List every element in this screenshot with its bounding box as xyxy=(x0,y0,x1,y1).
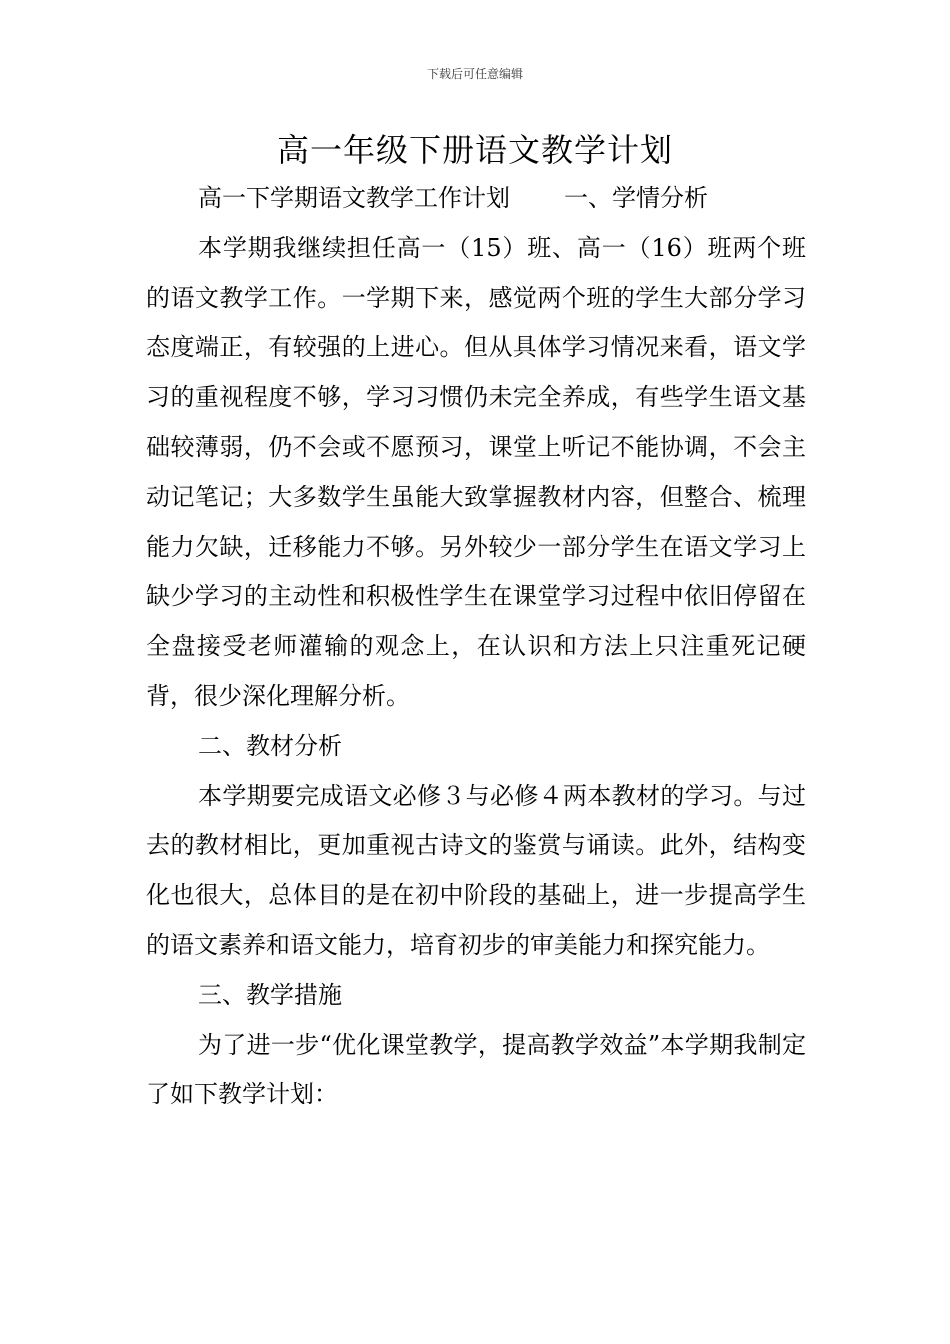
plan-subtitle: 高一下学期语文教学工作计划 xyxy=(198,184,510,212)
document-body xyxy=(146,174,806,1120)
document-title: 高一年级下册语文教学计划 xyxy=(276,131,673,169)
section-3-paragraph: 为了进一步“优化课堂教学，提高教学效益”本学期我制定了如下教学计划： xyxy=(146,1030,806,1109)
section-1-paragraph: 本学期我继续担任高一（15）班、高一（16）班两个班的语文教学工作。一学期下来，感觉两个班的学生大部分学习态度端正，有较强的上进心。但从具体学习情况来看，语文学习的重视程度不够，学习习惯仍未完全养成，有些学生语文基础较薄弱，仍不会或不愿预习，课堂上听记不能协调，不会主动记笔记；大多数学生虽能大致掌握教材内容，但整合、梳理能力欠缺，迁移能力不够。另外较少一部分学生在语文学习上缺少学习的主动性和积极性学生在课堂学习过程中依旧停留在全盘接受老师灌输的观念上，在认识和方法上只注重死记硬背，很少深化理解分析。 xyxy=(146,233,806,710)
section-heading-3: 三、教学措施 xyxy=(198,980,342,1009)
section-heading-1: 一、学情分析 xyxy=(564,184,708,212)
section-2-paragraph: 本学期要完成语文必修３与必修４两本教材的学习。与过去的教材相比，更加重视古诗文的鉴赏与诵读。此外，结构变化也很大，总体目的是在初中阶段的基础上，进一步提高学生的语文素养和语文能力，培育初步的审美能力和探究能力。 xyxy=(146,781,806,959)
section-heading-2: 二、教材分析 xyxy=(198,731,342,760)
subtitle-line xyxy=(146,174,806,224)
header-note: 下载后可任意编辑 xyxy=(426,67,523,81)
